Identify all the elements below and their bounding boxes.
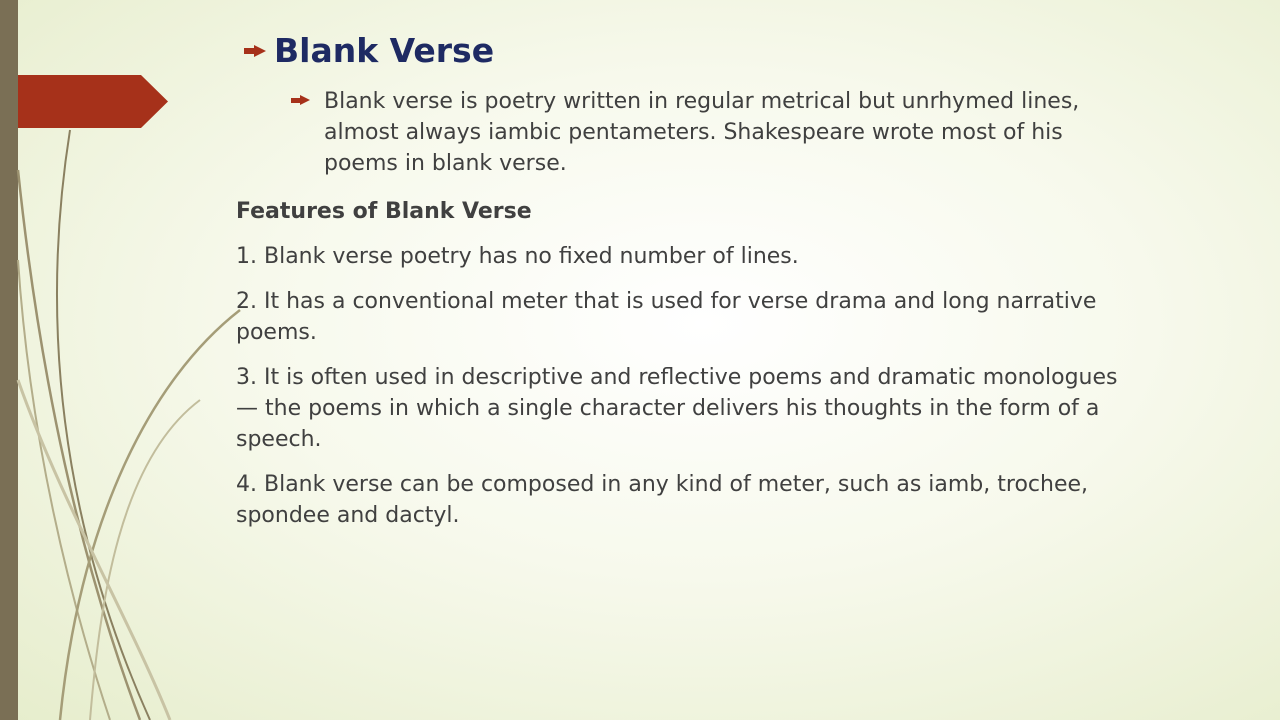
arrow-bullet-icon (300, 95, 310, 105)
accent-flag-shape (18, 75, 168, 128)
feature-item-2: 2. It has a conventional meter that is used for verse drama and long narrative poems. (236, 289, 1097, 345)
feature-item-1: 1. Blank verse poetry has no fixed number of lines. (236, 244, 799, 269)
slide-title: Blank Verse (274, 31, 495, 70)
feature-item-4: 4. Blank verse can be composed in any kind of meter, such as iamb, trochee, spondee and dactyl. (236, 472, 1089, 528)
arrow-bullet-icon (254, 45, 266, 57)
title-row (240, 28, 494, 74)
definition-bullet (288, 86, 1108, 179)
features-section (236, 196, 1126, 545)
definition-text: Blank verse is poetry written in regular metrical but unrhymed lines, almost always iambic pentameters. Shakespeare wrote most of his poems in blank verse. (324, 89, 1080, 176)
features-heading: Features of Blank Verse (236, 199, 532, 224)
feature-item-3: 3. It is often used in descriptive and reflective poems and dramatic monologues — the poems in which a single character delivers his thoughts in the form of a speech. (236, 365, 1118, 452)
